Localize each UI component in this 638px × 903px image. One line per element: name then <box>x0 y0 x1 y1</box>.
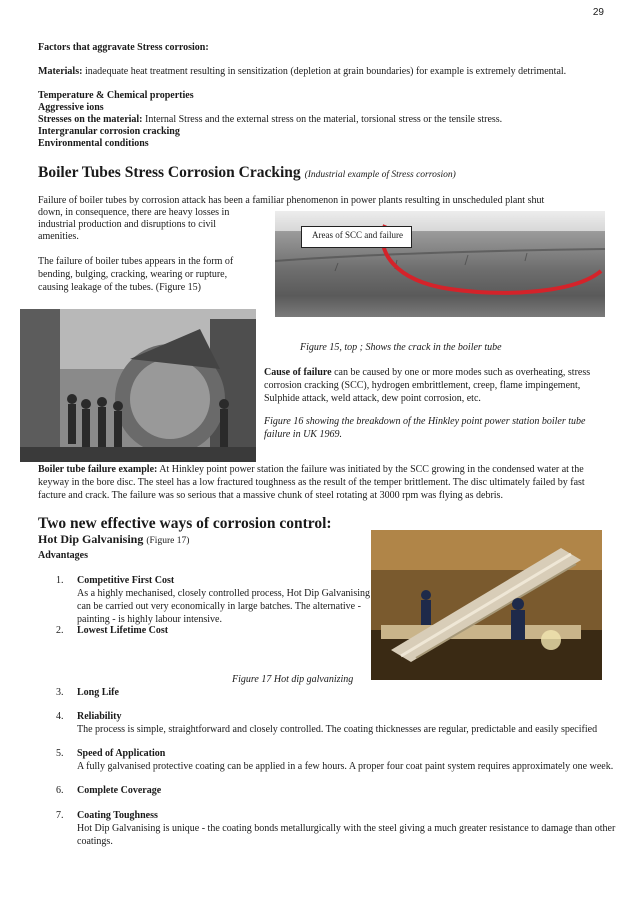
control-heading: Two new effective ways of corrosion control: <box>38 515 332 532</box>
advantages-label: Advantages <box>38 550 89 561</box>
advantage-num: 3. <box>56 687 64 698</box>
advantage-text: The process is simple, straightforward and closely controlled. The coating thicknesses are regular, predictable and easily specified <box>77 724 598 735</box>
advantage-title: Competitive First Cost <box>77 575 175 586</box>
stresses-label: Stresses on the material: <box>38 114 143 125</box>
cause-text: can be caused by one or more modes such as overheating, stress corrosion cracking (SCC), hydrogen embrittlement, creep, flame impingement, Sulphide attack, weld attack, dew point corrosion, etc. <box>264 367 591 404</box>
galvanizing-photo <box>371 530 602 680</box>
advantage-text: Hot Dip Galvanising is unique - the coating bonds metallurgically with the steel giving a much greater resistance to damage than other coatings. <box>77 823 616 847</box>
advantage-num: 6. <box>56 785 64 796</box>
advantage-title: Speed of Application <box>77 748 166 759</box>
example-label: Boiler tube failure example: <box>38 464 158 475</box>
advantage-title: Reliability <box>77 711 122 722</box>
factor-intergranular: Intergranular corrosion cracking <box>38 126 180 137</box>
advantage-num: 7. <box>56 810 64 821</box>
boiler-intro-line1: Failure of boiler tubes by corrosion attack has been a familiar phenomenon in power plants resulting in unscheduled plant shut <box>38 195 545 206</box>
materials-text: inadequate heat treatment resulting in sensitization (depletion at grain boundaries) for example is extremely detrimental. <box>82 66 567 77</box>
galvanising-heading <box>38 532 189 548</box>
stresses-text: Internal Stress and the external stress on the material, torsional stress or the tensile stress. <box>142 114 503 125</box>
boiler-heading-sub: (Industrial example of Stress corrosion) <box>304 170 456 180</box>
example-paragraph <box>38 463 600 502</box>
materials-paragraph <box>38 65 598 78</box>
cause-label: Cause of failure <box>264 367 332 378</box>
boiler-heading <box>38 163 456 183</box>
boiler-intro-line2: down, in consequence, there are heavy losses in <box>38 207 230 218</box>
cause-paragraph <box>264 366 594 405</box>
advantage-num: 1. <box>56 575 64 586</box>
hinkley-failure-image <box>20 309 256 462</box>
galvanising-title: Hot Dip Galvanising <box>38 532 144 546</box>
advantage-num: 2. <box>56 625 64 636</box>
fig16-text: Figure 16 showing the breakdown of the Hinkley point power station boiler tube failure in UK 1969. <box>264 416 586 440</box>
fig17-caption: Figure 17 Hot dip galvanizing <box>232 674 354 685</box>
boiler-intro-line3: industrial production and disruptions to civil <box>38 219 217 230</box>
boiler-failure-text: The failure of boiler tubes appears in the form of bending, bulging, cracking, wearing or rupture, causing leakage of the tubes. (Figure 15) <box>38 256 234 293</box>
advantage-title: Long Life <box>77 687 119 698</box>
galvanising-ref: (Figure 17) <box>146 536 190 546</box>
advantage-num: 4. <box>56 711 64 722</box>
advantage-num: 5. <box>56 748 64 759</box>
galvanizing-image <box>371 530 602 680</box>
materials-label: Materials: <box>38 66 83 77</box>
scc-label-box: Areas of SCC and failure <box>301 226 412 248</box>
boiler-intro-line4: amenities. <box>38 231 79 242</box>
advantage-text: As a highly mechanised, closely controlled process, Hot Dip Galvanising can be carried out very economically in large batches. The alternative - painting - is highly labour intensive. <box>77 588 370 625</box>
hinkley-photo <box>20 309 256 462</box>
advantage-title: Complete Coverage <box>77 785 162 796</box>
factor-temperature: Temperature & Chemical properties <box>38 90 194 101</box>
factors-title: Factors that aggravate Stress corrosion: <box>38 42 209 53</box>
factor-ions: Aggressive ions <box>38 102 104 113</box>
advantage-text: A fully galvanised protective coating can be applied in a few hours. A proper four coat paint system requires approximately one week. <box>77 761 614 772</box>
boiler-heading-title: Boiler Tubes Stress Corrosion Cracking <box>38 164 301 181</box>
factor-environment: Environmental conditions <box>38 138 149 149</box>
advantage-title: Coating Toughness <box>77 810 158 821</box>
advantage-title: Lowest Lifetime Cost <box>77 625 169 636</box>
fig15-caption: Figure 15, top ; Shows the crack in the boiler tube <box>300 342 502 353</box>
example-text: At Hinkley point power station the failure was initiated by the SCC growing in the condensed water at the keyway in the bore disc. The steel has a low fractured toughness as the result of the temper brittlement. The disc ultimately failed by fast facture and crack. The failure was so serious that a massive chunk of steel rotating at 3000 rpm was flying as debris. <box>38 464 585 501</box>
page-number: 29 <box>592 7 604 18</box>
